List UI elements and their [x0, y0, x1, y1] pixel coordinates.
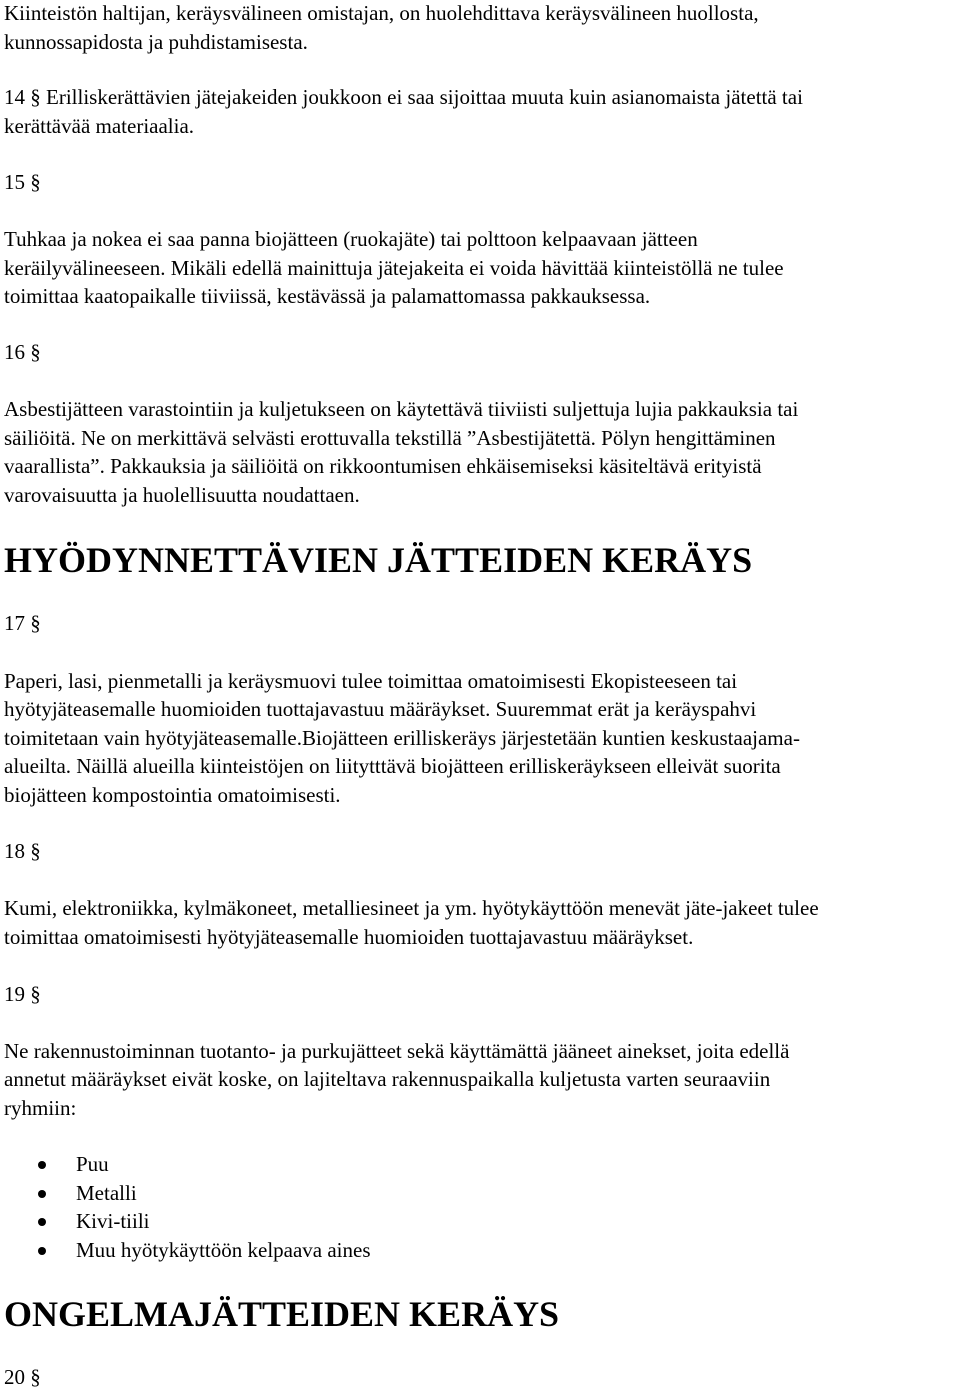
- list-item-label: Kivi-tiili: [76, 1209, 150, 1233]
- paragraph-16-line-3: vaarallista”. Pakkauksia ja säiliöitä on rikkoontumisen ehkäisemiseksi käsiteltävä erityistä: [4, 454, 762, 478]
- paragraph-15-line-1: Tuhkaa ja nokea ei saa panna biojätteen (ruokajäte) tai polttoon kelpaavaan jätteen: [4, 227, 698, 251]
- heading-hyodynnettavien-jatteiden-kerays: HYÖDYNNETTÄVIEN JÄTTEIDEN KERÄYS: [4, 540, 753, 580]
- section-number-19: 19 §: [4, 982, 41, 1006]
- section-number-16: 16 §: [4, 340, 41, 364]
- list-item-label: Muu hyötykäyttöön kelpaava aines: [76, 1237, 371, 1262]
- paragraph-14-line-2: kerättävää materiaalia.: [4, 114, 195, 138]
- heading-ongelmajatteiden-kerays: ONGELMAJÄTTEIDEN KERÄYS: [4, 1294, 560, 1334]
- bullet-icon: [38, 1218, 46, 1226]
- section-number-15: 15 §: [4, 170, 41, 194]
- paragraph-19-line-2: annetut määräykset eivät koske, on lajiteltava rakennuspaikalla kuljetusta varten seuraaviin: [4, 1067, 771, 1091]
- paragraph-18-line-2: toimittaa omatoimisesti hyötyjäteasemalle huomioiden tuottajavastuu määräykset.: [4, 925, 694, 949]
- section-number-20: 20 §: [4, 1365, 41, 1389]
- bullet-icon: [38, 1247, 46, 1255]
- paragraph-17-line-2: hyötyjäteasemalle huomioiden tuottajavastuu määräykset. Suuremmat erät ja keräyspahvi: [4, 697, 757, 721]
- list-item-label: Metalli: [76, 1180, 137, 1205]
- paragraph-17-line-3: toimitetaan vain hyötyjäteasemalle.Biojätteen erilliskeräys järjestetään kuntien keskustaajama-: [4, 726, 800, 750]
- paragraph-17-line-1: Paperi, lasi, pienmetalli ja keräysmuovi tulee toimittaa omatoimisesti Ekopisteeseen tai: [4, 669, 738, 693]
- paragraph-15-line-3: toimittaa kaatopaikalle tiiviissä, kestävässä ja palamattomassa pakkauksessa.: [4, 284, 651, 308]
- list-item-label: Puu: [76, 1152, 109, 1176]
- section-number-18: 18 §: [4, 839, 41, 863]
- paragraph-14-line-1: 14 § Erilliskerättävien jätejakeiden joukkoon ei saa sijoittaa muuta kuin asianomaista jätettä tai: [4, 85, 803, 109]
- paragraph-17-line-4: alueilta. Näillä alueilla kiinteistöjen on liitytttävä biojätteen erilliskeräykseen elleivät suorita: [4, 754, 781, 778]
- paragraph-16-line-2: säiliöitä. Ne on merkittävä selvästi erottuvalla tekstillä ”Asbestijätettä. Pölyn hengittäminen: [4, 426, 776, 450]
- paragraph-19-line-1: Ne rakennustoiminnan tuotanto- ja purkujätteet sekä käyttämättä jääneet ainekset, joita edellä: [4, 1039, 790, 1063]
- bullet-icon: [38, 1190, 46, 1198]
- paragraph-16-line-4: varovaisuutta ja huolellisuutta noudattaen.: [4, 483, 360, 507]
- paragraph-13-line-2: kunnossapidosta ja puhdistamisesta.: [4, 30, 308, 54]
- paragraph-16-line-1: Asbestijätteen varastointiin ja kuljetukseen on käytettävä tiiviisti suljettuja lujia pakkauksia tai: [4, 397, 799, 421]
- paragraph-15-line-2: keräilyvälineeseen. Mikäli edellä mainittuja jätejakeita ei voida hävittää kiinteistöllä ne tulee: [4, 256, 784, 280]
- section-number-17: 17 §: [4, 611, 41, 635]
- paragraph-13-line-1: Kiinteistön haltijan, keräysvälineen omistajan, on huolehdittava keräysvälineen huollosta,: [4, 1, 759, 25]
- paragraph-19-line-3: ryhmiin:: [4, 1096, 77, 1120]
- bullet-icon: [38, 1161, 46, 1169]
- paragraph-17-line-5: biojätteen kompostointia omatoimisesti.: [4, 783, 341, 807]
- paragraph-18-line-1: Kumi, elektroniikka, kylmäkoneet, metalliesineet ja ym. hyötykäyttöön menevät jäte-jakeet tulee: [4, 896, 819, 920]
